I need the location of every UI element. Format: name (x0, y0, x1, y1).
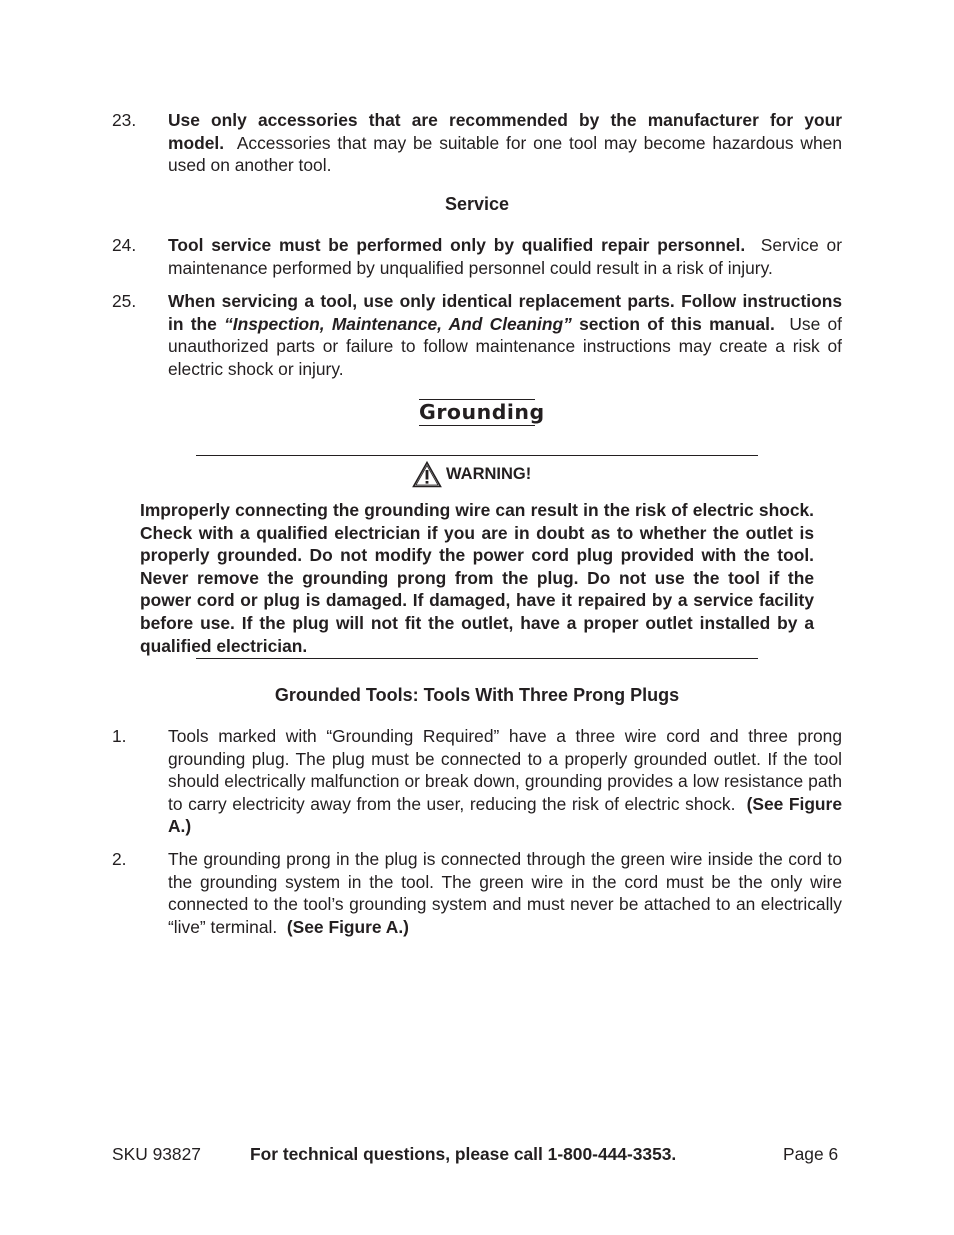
item-number: 23. (112, 110, 137, 130)
warning-text: Improperly connecting the grounding wire can result in the risk of electric shock. Check with a qualified electrician if you are in doubt as to whether the outlet is properly grounded. Do not modify the power cord plug provided with the tool. Never remove the grounding prong from the plug. Do not use the tool if the power cord or plug is damaged. If damaged, have it repaired by a service facility before use. If the plug will not fit the outlet, have a proper outlet installed by a qualified electrician. (140, 500, 814, 656)
item-body (168, 848, 842, 938)
grounded-tools-heading: Grounded Tools: Tools With Three Prong Plugs (274, 685, 680, 705)
item-bold-italic-text: “Inspection, Maintenance, And Cleaning” (224, 313, 572, 334)
warning-label: WARNING! (446, 465, 532, 483)
item-bold-text: Use only accessories that are recommended by the manufacturer for your model. (168, 110, 842, 153)
item-number: 2. (112, 849, 127, 869)
item-text: Tools marked with “Grounding Required” have a three wire cord and three prong grounding plug. The plug must be connected to a properly grounded outlet. If the tool should electrically malfunction or break down, grounding provides a low resistance path to carry electricity away from the user, reducing the risk of electric shock. (168, 726, 842, 814)
item-text: Use of unauthorized parts or failure to follow maintenance instructions may create a risk of electric shock or injury. (168, 313, 842, 379)
item-bold-text-b: section of this manual. (579, 313, 775, 334)
item-body (168, 109, 842, 177)
figure-reference: (See Figure A.) (168, 793, 842, 837)
grounded-list-item-1 (112, 725, 842, 838)
warning-header (412, 461, 531, 488)
figure-reference: (See Figure A.) (286, 916, 409, 937)
footer-phone: For technical questions, please call 1-800-444-3353. (250, 1144, 677, 1164)
item-number: 1. (112, 726, 127, 746)
service-heading: Service (444, 194, 510, 214)
item-number: 24. (112, 235, 137, 255)
item-text: The grounding prong in the plug is connected through the green wire inside the cord to the grounding system in the tool. The green wire in the cord must be the only wire connected to the tool’s grounding system and must never be attached to an electrically “live” terminal. (168, 849, 842, 937)
grounding-title: Grounding (419, 400, 545, 424)
item-body (168, 290, 842, 380)
item-body (168, 234, 842, 279)
item-number: 25. (112, 291, 137, 311)
warning-triangle-icon (412, 461, 442, 488)
list-item-24 (112, 234, 842, 279)
footer-page-number: Page 6 (783, 1144, 839, 1164)
list-item-25 (112, 290, 842, 380)
warning-bottom-rule (196, 658, 758, 659)
item-text: Service or maintenance performed by unqualified personnel could result in a risk of injury. (168, 235, 842, 278)
item-bold-text: Tool service must be performed only by qualified repair personnel. (168, 235, 746, 255)
item-body (168, 725, 842, 838)
item-text: Accessories that may be suitable for one tool may become hazardous when used on another tool. (168, 132, 842, 176)
warning-top-rule (196, 455, 758, 456)
footer-sku: SKU 93827 (112, 1144, 201, 1164)
list-item-23 (112, 109, 842, 177)
grounded-list-item-2 (112, 848, 842, 938)
item-bold-text: When servicing a tool, use only identical replacement parts. Follow instructions in the (168, 291, 842, 334)
